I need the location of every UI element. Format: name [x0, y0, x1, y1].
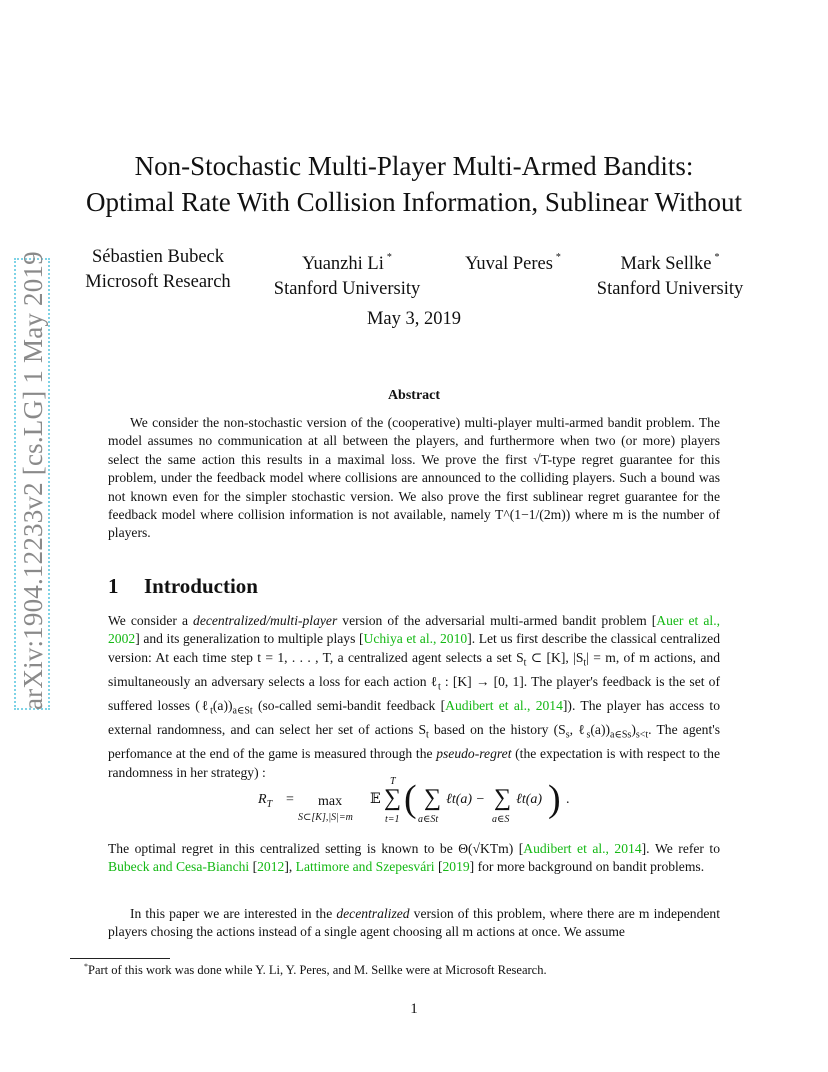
footnote-text: Part of this work was done while Y. Li, Y. Peres, and M. Sellke were at Microsoft Research.	[88, 963, 547, 977]
paper-date: May 3, 2019	[366, 309, 462, 329]
author-block	[450, 245, 576, 277]
regret-equation: $R_T$ = max S⊂[K],|S|=m 𝔼 T ∑ t=1 ( ∑ a∈St ℓt(a) − ∑ a∈S ℓt(a) ) .	[258, 776, 570, 825]
footnote-divider	[70, 958, 170, 959]
citation-link[interactable]: Uchiya et al., 2010	[363, 631, 468, 647]
author-affiliation: Stanford University	[596, 279, 744, 299]
author-name: Mark Sellke	[620, 254, 712, 274]
footnote	[84, 962, 547, 978]
citation-link[interactable]: Audibert et al., 2014	[445, 698, 563, 714]
footnote-mark: *	[84, 962, 88, 971]
author-affiliation: Stanford University	[273, 279, 421, 299]
author-name: Yuanzhi Li	[302, 254, 384, 274]
author-name: Yuval Peres	[465, 254, 553, 274]
author-footnote-mark: *	[555, 252, 561, 263]
abstract-text: We consider the non-stochastic version of the (cooperative) multi-player multi-armed bandit problem. The model assumes no communication at all between the players, and furthermore when two (or more) players select the same action this results in a maximal loss. We prove the first √T-type regret guarantee for this problem, under the feedback model where collisions are announced to the colliding players. Such a bound was not known even for the simpler stochastic version. We also prove the first sublinear regret guarantee for the feedback model where collision information is not available, namely T^(1−1/(2m)) where m is the number of players.	[108, 415, 720, 541]
intro-paragraph-1: We consider a decentralized/multi-player version of the adversarial multi-armed bandit problem [Auer et al., 2002] and its generalization to multiple plays [Uchiya et al., 2010]. Let us first describe the classical centralized version: At each time step t = 1, . . . , T, a centralized agent selects a set $S_t$ ⊂ [K], $|S_t| = m$, of m actions, and simultaneously an adversary selects a loss for each action ℓ$_t$ : [K] → [0, 1]. The player's feedback is the set of suffered losses $(\ell_t(a))_{a\in St}$ (so-called semi-bandit feedback [Audibert et al., 2014]). The player has access to external randomness, and can select her set of actions $S_t$ based on the history ($S_s$, $\ell_s(a))_{a\in Ss})_{s<t}$. The agent's perfomance at the end of the game is measured through the pseudo-regret (the expectation is with respect to the randomness in her strategy) :	[108, 613, 720, 780]
citation-link[interactable]: Audibert et al., 2014	[523, 841, 642, 856]
paper-title	[60, 148, 768, 220]
citation-link[interactable]: Bubeck and Cesa-Bianchi	[108, 859, 250, 875]
citation-link[interactable]: Lattimore and Szepesvári	[295, 859, 435, 875]
section-number: 1	[108, 574, 119, 598]
author-footnote-mark: *	[714, 252, 720, 263]
author-footnote-mark: *	[386, 252, 392, 263]
intro-paragraph-2: The optimal regret in this centralized setting is known to be Θ(√KTm) [Audibert et al., 2014]. We refer to Bubeck and Cesa-Bianchi [2012], Lattimore and Szepesvári [2019] for more background on bandit problems.	[108, 841, 720, 875]
author-name: Sébastien Bubeck	[91, 247, 225, 267]
title-line-1: Non-Stochastic Multi-Player Multi-Armed Bandits:	[134, 151, 694, 181]
intro-paragraph-3: In this paper we are interested in the decentralized version of this problem, where there are m independent players chosing the actions instead of a single agent choosing all m actions at once. We assume	[108, 906, 721, 940]
author-block	[584, 245, 756, 302]
title-line-2: Optimal Rate With Collision Information, Sublinear Without	[85, 187, 742, 217]
section-heading	[108, 574, 258, 599]
author-block	[262, 245, 432, 302]
citation-link[interactable]: 2012	[257, 859, 285, 875]
citation-link[interactable]: Auer et al., 2002	[108, 613, 720, 647]
section-title: Introduction	[144, 574, 258, 598]
page-number: 1	[410, 1001, 418, 1017]
author-block	[72, 245, 244, 295]
arxiv-identifier: arXiv:1904.12233v2 [cs.LG] 1 May 2019	[18, 251, 48, 710]
citation-link[interactable]: 2019	[442, 859, 470, 875]
abstract-heading: Abstract	[387, 388, 441, 403]
author-affiliation: Microsoft Research	[85, 272, 231, 292]
